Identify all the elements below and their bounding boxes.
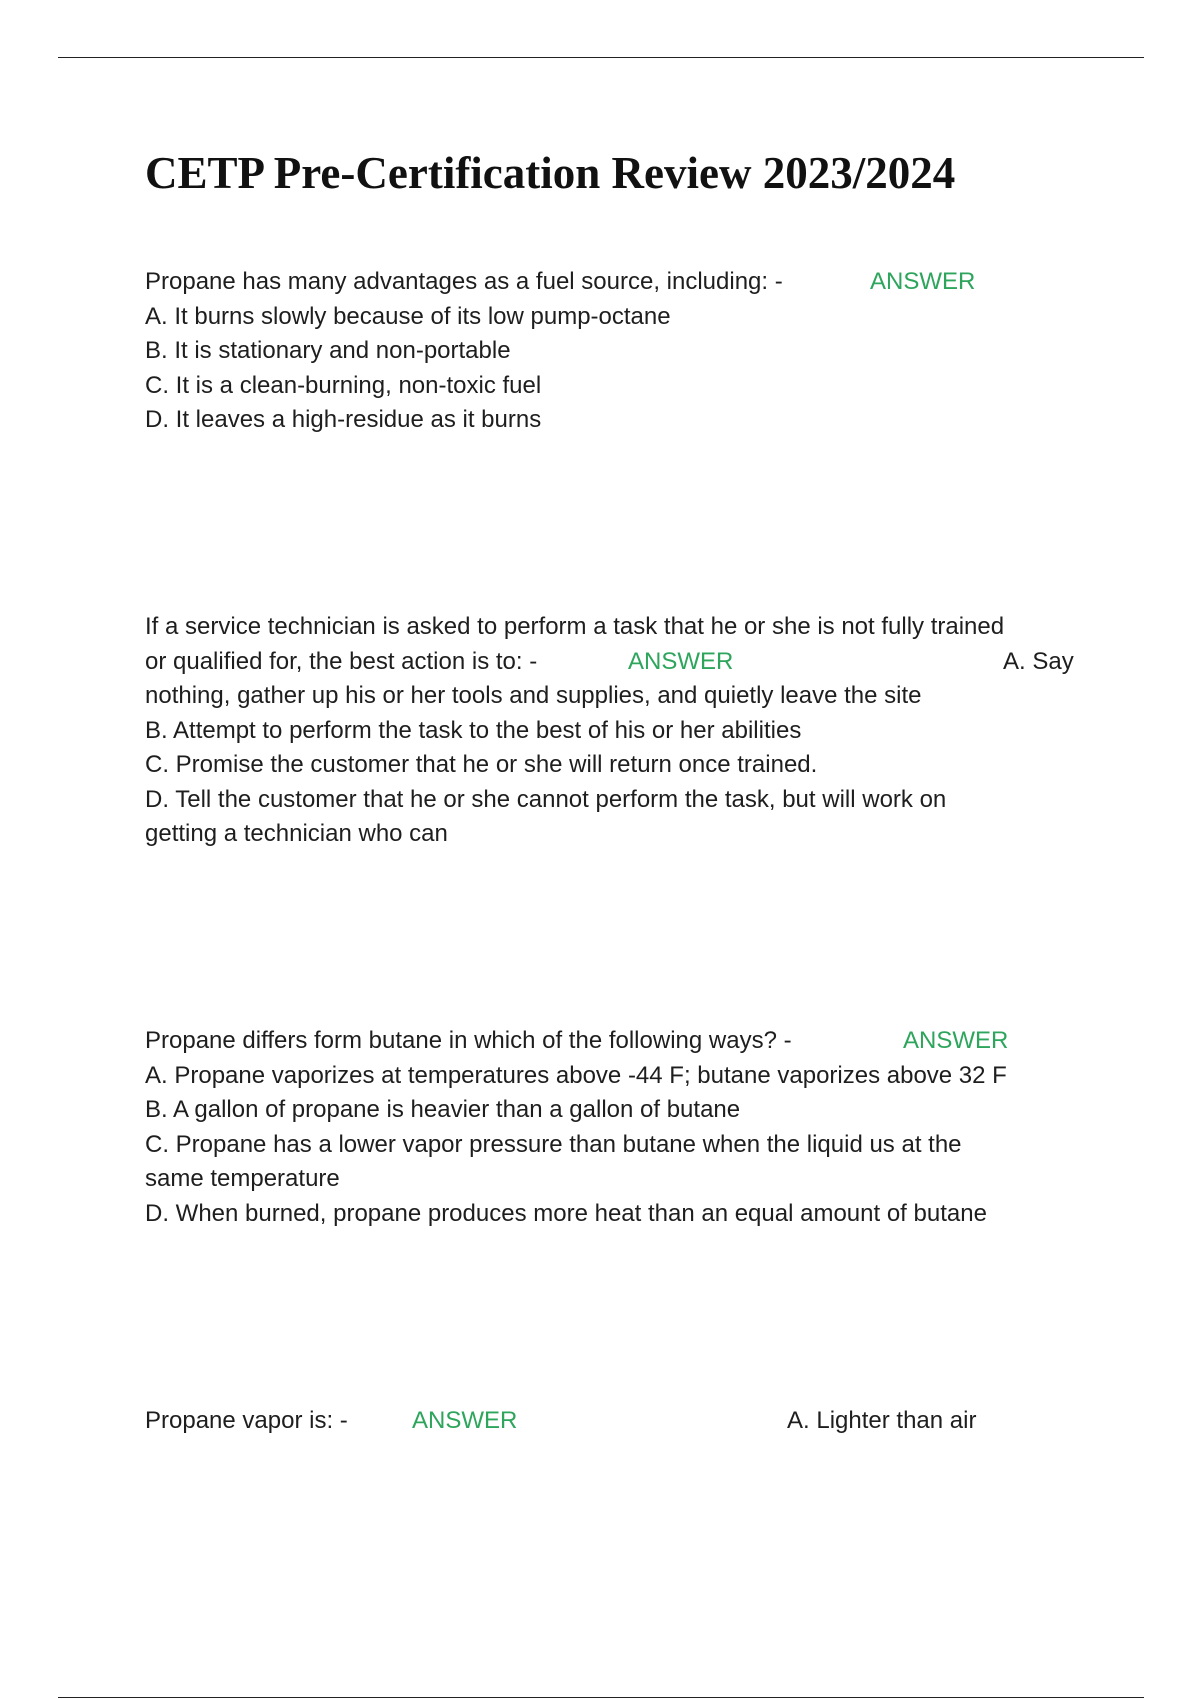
question-4-answer-label: ANSWER <box>412 1407 518 1434</box>
question-2-option-d-cont: getting a technician who can <box>145 820 448 847</box>
question-2 <box>145 610 1075 852</box>
question-2-option-c: C. Promise the customer that he or she will return once trained. <box>145 751 818 778</box>
question-2-prompt-line-2-text: or qualified for, the best action is to: - <box>145 647 538 675</box>
question-2-option-a-rest: nothing, gather up his or her tools and supplies, and quietly leave the site <box>145 682 922 709</box>
question-3 <box>145 1024 1075 1231</box>
question-4-prompt: Propane vapor is: - <box>145 1407 348 1434</box>
question-1-prompt: Propane has many advantages as a fuel source, including: - <box>145 268 783 295</box>
question-3-option-d: D. When burned, propane produces more heat than an equal amount of butane <box>145 1199 987 1227</box>
question-3-option-b: B. A gallon of propane is heavier than a gallon of butane <box>145 1096 741 1123</box>
question-1-option-d: D. It leaves a high-residue as it burns <box>145 406 542 433</box>
question-4 <box>145 1404 1075 1439</box>
question-2-option-b: B. Attempt to perform the task to the best of his or her abilities <box>145 716 802 744</box>
question-2-prompt-line-2 <box>145 645 1075 680</box>
question-4-option-a: A. Lighter than air <box>787 1407 977 1434</box>
question-1-option-a: A. It burns slowly because of its low pump-octane <box>145 302 671 330</box>
question-1-answer-label: ANSWER <box>870 268 976 295</box>
question-2-answer-label: ANSWER <box>628 647 734 675</box>
question-2-option-d: D. Tell the customer that he or she cannot perform the task, but will work on <box>145 785 947 813</box>
question-3-option-c: C. Propane has a lower vapor pressure than butane when the liquid us at the <box>145 1130 962 1158</box>
question-2-prompt-line-1: If a service technician is asked to perform a task that he or she is not fully trained <box>145 613 1005 640</box>
question-1-prompt-line <box>145 265 1075 300</box>
question-1-option-c: C. It is a clean-burning, non-toxic fuel <box>145 371 542 399</box>
question-3-option-c-cont: same temperature <box>145 1165 340 1192</box>
question-1-option-b: B. It is stationary and non-portable <box>145 337 511 364</box>
question-3-option-a: A. Propane vaporizes at temperatures above -44 F; butane vaporizes above 32 F <box>145 1061 1007 1089</box>
question-3-prompt-line <box>145 1024 1075 1059</box>
top-rule <box>58 57 1144 58</box>
question-2-option-a-start: A. Say <box>1003 647 1074 675</box>
question-3-answer-label: ANSWER <box>903 1027 1009 1054</box>
question-4-prompt-line <box>145 1404 1075 1439</box>
page-title: CETP Pre-Certification Review 2023/2024 <box>145 148 956 198</box>
question-1 <box>145 265 1075 438</box>
question-3-prompt: Propane differs form butane in which of the following ways? - <box>145 1027 792 1054</box>
bottom-rule <box>58 1697 1144 1698</box>
